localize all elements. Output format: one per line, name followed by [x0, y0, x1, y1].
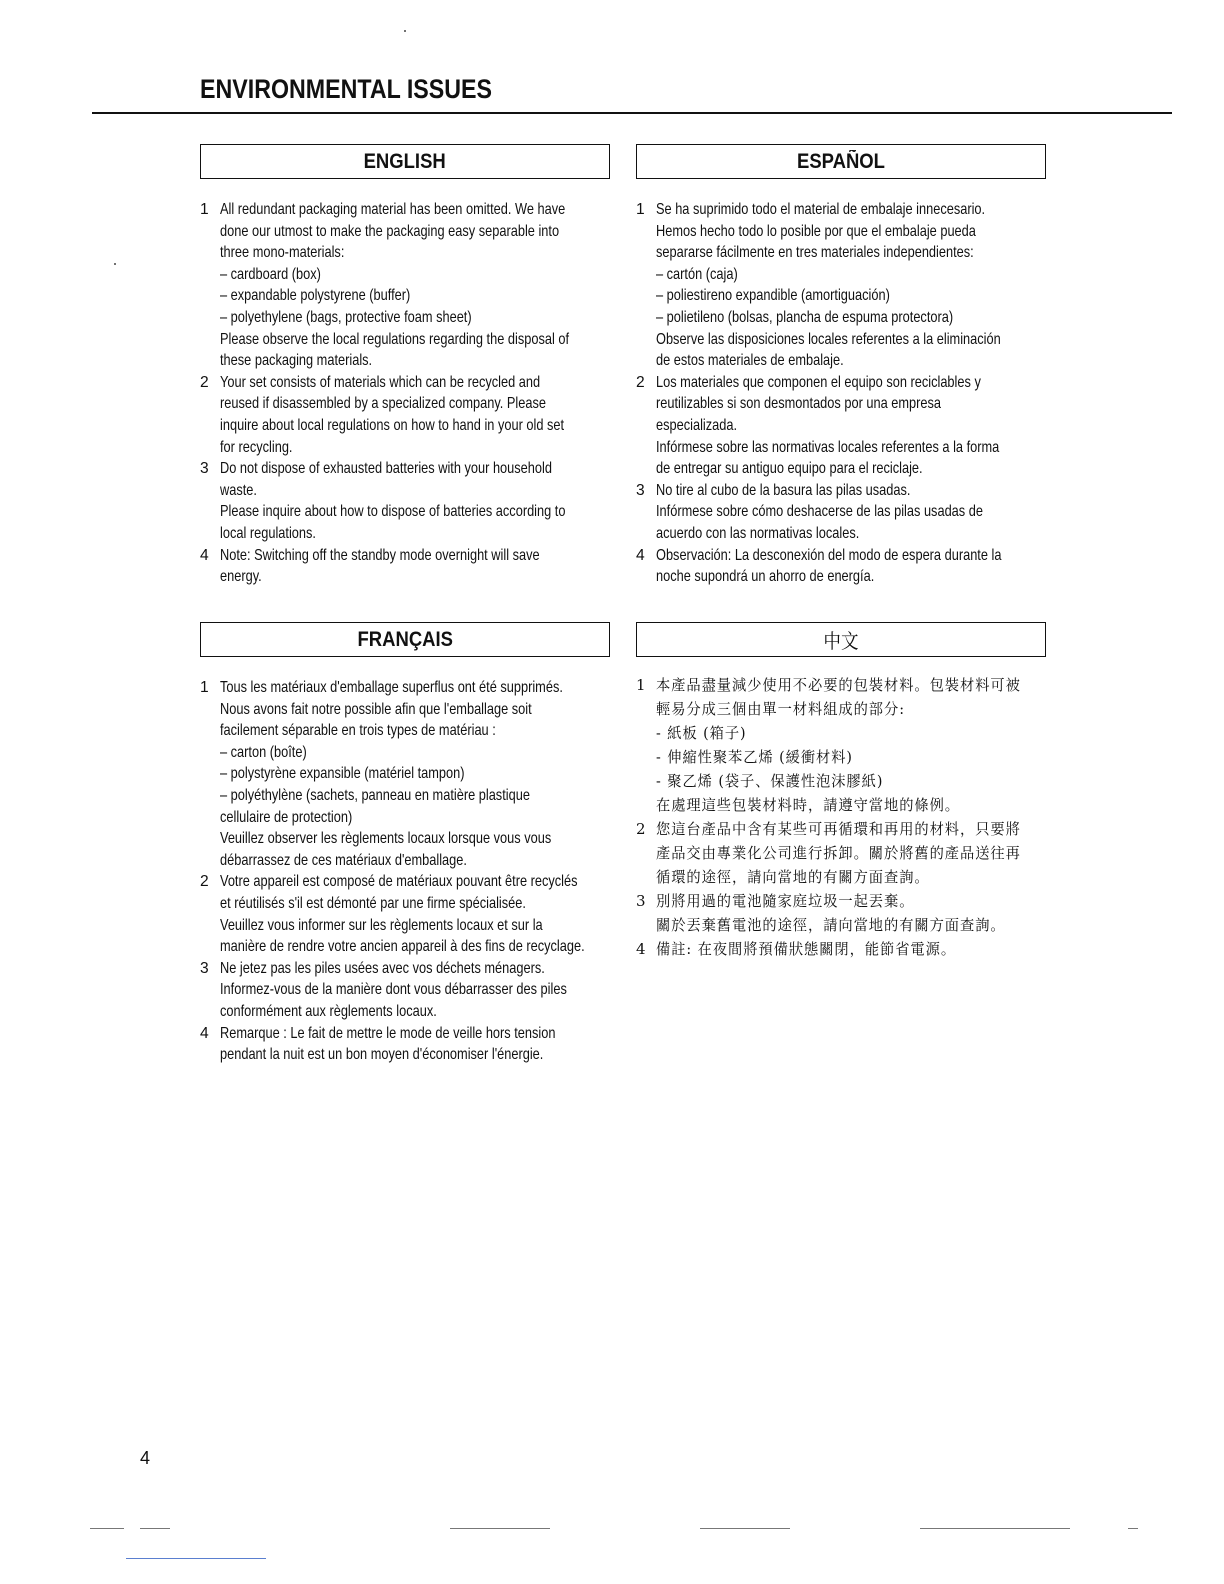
item-text-line: for recycling.	[220, 438, 293, 456]
scan-line	[920, 1528, 1070, 1529]
item-text-line: Please inquire about how to dispose of batteries according to	[220, 503, 566, 521]
scan-speck	[114, 263, 116, 265]
title-rule	[92, 112, 1172, 114]
item-text-line: Votre appareil est composé de matériaux pouvant être recyclés	[220, 873, 578, 891]
item-number: 3	[200, 959, 209, 977]
item-text-line: reused if disassembled by a specialized company. Please	[220, 395, 547, 413]
item-text-line: pendant la nuit est un bon moyen d'économiser l'énergie.	[220, 1046, 544, 1064]
item-text-line: Nous avons fait notre possible afin que l'emballage soit	[220, 700, 532, 718]
item-text-line: Ne jetez pas les piles usées avec vos déchets ménagers.	[220, 959, 545, 977]
list-item	[200, 958, 610, 1023]
scan-line	[700, 1528, 790, 1529]
item-number: 2	[200, 373, 209, 391]
item-text-line: Informez-vous de la manière dont vous débarrasser des piles	[220, 981, 567, 999]
zhongwen-list	[636, 673, 1046, 961]
item-text-line: – polyéthylène (sachets, panneau en matière plastique	[220, 786, 530, 804]
item-text-line: waste.	[220, 481, 257, 499]
list-item	[200, 677, 610, 871]
item-number: 3	[200, 460, 209, 478]
item-text-line: Your set consists of materials which can be recycled and	[220, 373, 541, 391]
list-item	[200, 871, 610, 957]
list-item	[200, 1023, 610, 1066]
item-text-line: Tous les matériaux d'emballage superflus ont été supprimés.	[220, 679, 563, 696]
item-text-line: 別將用過的電池隨家庭垃圾一起丟棄。	[656, 892, 915, 910]
espanol-section	[636, 144, 1046, 588]
item-text-line: Do not dispose of exhausted batteries with your household	[220, 460, 552, 478]
item-text-line: Observe las disposiciones locales referentes a la eliminación	[656, 330, 1001, 348]
page-number: 4	[140, 1448, 151, 1468]
item-number: 3	[636, 892, 646, 910]
scan-line	[126, 1558, 266, 1559]
espanol-list	[636, 199, 1046, 588]
item-number: 4	[636, 546, 645, 564]
item-text-line: separarse fácilmente en tres materiales independientes:	[656, 244, 974, 262]
zhongwen-heading: 中文	[823, 629, 859, 653]
item-number: 2	[636, 373, 645, 391]
item-text-line: especializada.	[656, 416, 738, 434]
francais-heading: FRANÇAIS	[357, 627, 453, 651]
item-text-line: local regulations.	[220, 524, 316, 542]
item-text-line: 循環的途徑，請向當地的有關方面查詢。	[656, 868, 930, 886]
item-text-line: – carton (boîte)	[220, 743, 307, 761]
zhongwen-heading-box	[636, 622, 1046, 657]
english-section	[200, 144, 610, 588]
item-text-line: de estos materiales de embalaje.	[656, 352, 844, 370]
list-item	[636, 889, 1046, 937]
item-text-line: conformément aux règlements locaux.	[220, 1002, 437, 1020]
item-text-line: Los materiales que componen el equipo son reciclables y	[656, 373, 981, 391]
english-heading: ENGLISH	[363, 149, 447, 173]
list-item	[636, 199, 1046, 372]
item-text-line: – expandable polystyrene (buffer)	[220, 287, 411, 305]
item-text-line: these packaging materials.	[220, 352, 373, 370]
scan-speck	[404, 30, 406, 32]
item-text-line: Remarque : Le fait de mettre le mode de veille hors tension	[220, 1024, 556, 1042]
list-item	[636, 480, 1046, 545]
item-text-line: Hemos hecho todo lo posible por que el embalaje pueda	[656, 222, 976, 240]
item-text-line: noche supondrá un ahorro de energía.	[656, 568, 875, 586]
item-text-line: Veuillez observer les règlements locaux lorsque vous vous	[220, 830, 552, 848]
item-number: 1	[200, 201, 209, 218]
item-text-line: Please observe the local regulations regarding the disposal of	[220, 330, 570, 348]
item-text-line: Infórmese sobre las normativas locales referentes a la forma	[656, 438, 1000, 456]
item-text-line: Se ha suprimido todo el material de embalaje innecesario.	[656, 201, 986, 218]
item-text-line: 產品交由專業化公司進行拆卸。關於將舊的產品送往再	[656, 844, 1021, 862]
item-text-line: done our utmost to make the packaging easy separable into	[220, 222, 560, 240]
item-number: 3	[636, 481, 645, 499]
item-text-line: – poliestireno expandible (amortiguación)	[656, 287, 890, 305]
page-title: ENVIRONMENTAL ISSUES	[200, 74, 493, 104]
list-item	[200, 545, 610, 588]
scan-line	[450, 1528, 550, 1529]
item-number: 1	[636, 201, 645, 218]
english-heading-box	[200, 144, 610, 179]
list-item	[636, 545, 1046, 588]
list-item	[200, 458, 610, 544]
item-number: 4	[636, 940, 646, 958]
item-text-line: reutilizables si son desmontados por una empresa	[656, 395, 942, 413]
list-item	[200, 372, 610, 458]
list-item	[636, 817, 1046, 889]
item-text-line: facilement séparable en trois types de matériau :	[220, 722, 496, 740]
list-item	[636, 372, 1046, 480]
item-text-line: Note: Switching off the standby mode overnight will save	[220, 546, 540, 564]
list-item	[636, 937, 1046, 961]
item-text-line: 本產品盡量減少使用不必要的包裝材料。包裝材料可被	[656, 676, 1021, 694]
item-text-line: débarrassez de ces matériaux d'emballage.	[220, 851, 467, 869]
item-text-line: – cardboard (box)	[220, 265, 321, 283]
item-text-line: three mono-materials:	[220, 244, 345, 262]
item-text-line: de entregar su antiguo equipo para el reciclaje.	[656, 460, 923, 478]
espanol-heading-box	[636, 144, 1046, 179]
item-number: 2	[200, 873, 209, 891]
item-text-line: energy.	[220, 568, 262, 586]
list-item	[636, 673, 1046, 817]
item-number: 4	[200, 1024, 209, 1042]
english-list	[200, 199, 610, 588]
item-text-line: inquire about local regulations on how to hand in your old set	[220, 416, 565, 434]
item-text-line: Veuillez vous informer sur les règlements locaux et sur la	[220, 916, 543, 934]
scan-line	[140, 1528, 170, 1529]
item-text-line: 在處理這些包裝材料時，請遵守當地的條例。	[656, 796, 961, 814]
item-text-line: – polyethylene (bags, protective foam sheet)	[220, 308, 472, 326]
item-text-line: 您這台產品中含有某些可再循環和再用的材料，只要將	[656, 820, 1021, 838]
item-text-line: Observación: La desconexión del modo de espera durante la	[656, 546, 1002, 564]
item-text-line: - 紙板 (箱子)	[656, 724, 747, 742]
zhongwen-section	[636, 622, 1046, 961]
item-number: 2	[636, 820, 646, 838]
item-text-line: 關於丟棄舊電池的途徑，請向當地的有關方面查詢。	[656, 916, 1006, 934]
item-number: 1	[200, 679, 209, 696]
item-text-line: No tire al cubo de la basura las pilas usadas.	[656, 481, 911, 499]
scan-line	[1128, 1528, 1138, 1529]
item-text-line: Infórmese sobre cómo deshacerse de las pilas usadas de	[656, 503, 983, 521]
item-text-line: All redundant packaging material has been omitted. We have	[220, 201, 566, 218]
item-text-line: - 聚乙烯 (袋子、保護性泡沫膠紙)	[656, 772, 884, 790]
item-text-line: cellulaire de protection)	[220, 808, 353, 826]
item-text-line: - 伸縮性聚苯乙烯 (緩衝材料)	[656, 748, 853, 766]
francais-list	[200, 677, 610, 1066]
item-text-line: et réutilisés s'il est démonté par une firme spécialisée.	[220, 894, 526, 912]
francais-heading-box	[200, 622, 610, 657]
item-text-line: 備註: 在夜間將預備狀態關閉，能節省電源。	[656, 940, 957, 958]
item-text-line: – polystyrène expansible (matériel tampon)	[220, 765, 465, 783]
item-text-line: – polietileno (bolsas, plancha de espuma protectora)	[656, 308, 954, 326]
scan-line	[90, 1528, 124, 1529]
item-text-line: 輕易分成三個由單一材料組成的部分:	[656, 700, 905, 718]
item-text-line: – cartón (caja)	[656, 265, 738, 283]
item-number: 1	[636, 676, 646, 694]
list-item	[200, 199, 610, 372]
espanol-heading: ESPAÑOL	[797, 149, 885, 173]
item-text-line: manière de rendre votre ancien appareil à des fins de recyclage.	[220, 938, 585, 956]
francais-section	[200, 622, 610, 1066]
item-text-line: acuerdo con las normativas locales.	[656, 524, 860, 542]
item-number: 4	[200, 546, 209, 564]
